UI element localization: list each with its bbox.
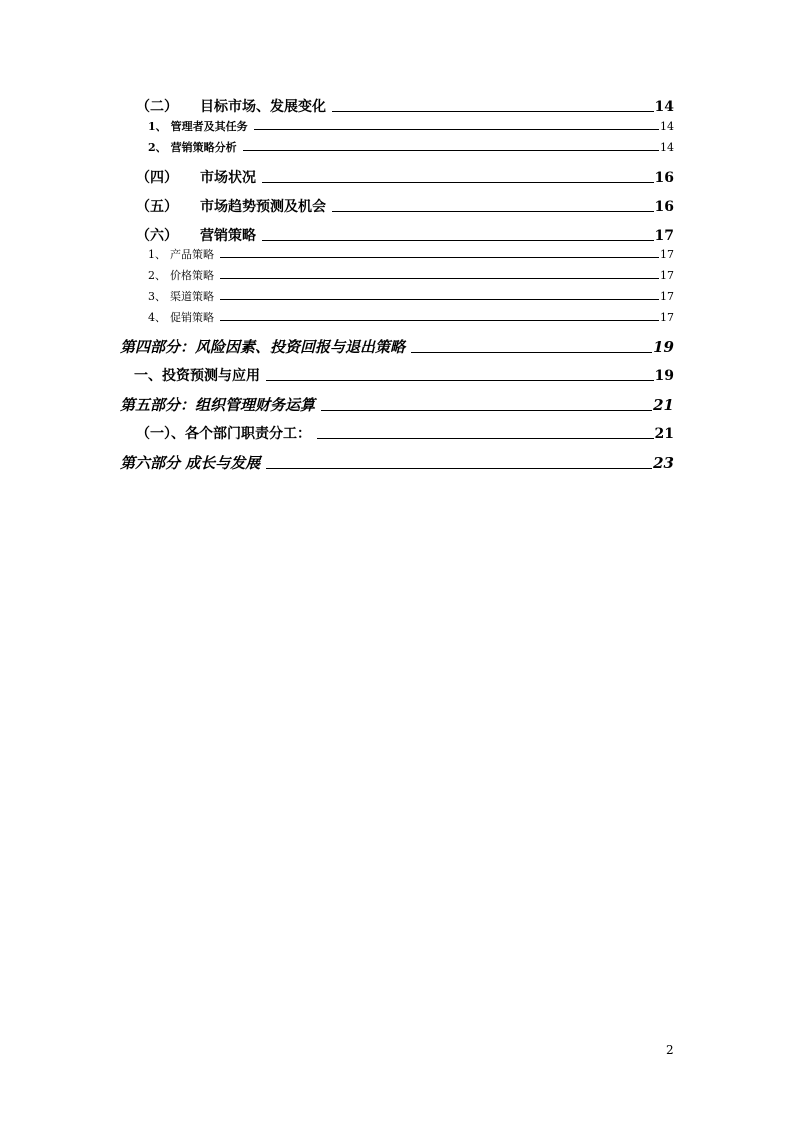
- toc-entry-product-strategy[interactable]: [148, 249, 674, 260]
- toc-entry-number: 2、: [148, 141, 167, 154]
- toc-entry-title: 第六部分 成长与发展: [120, 454, 261, 472]
- toc-entry-label: [120, 398, 315, 413]
- toc-entry-managers-tasks[interactable]: [148, 121, 674, 132]
- toc-entry-title: 市场趋势预测及机会: [200, 199, 326, 215]
- toc-page-number: 14: [660, 120, 674, 133]
- toc-entry-title: 目标市场、发展变化: [200, 99, 326, 115]
- toc-entry-investment-forecast[interactable]: [134, 369, 674, 383]
- toc-page-number: 17: [660, 311, 674, 324]
- toc-leader-line: [220, 257, 659, 258]
- toc-page-number: 17: [660, 290, 674, 303]
- toc-entry-label: [120, 456, 260, 471]
- toc-leader-line: [220, 320, 659, 321]
- toc-leader-line: [332, 111, 654, 112]
- toc-entry-promotion-strategy[interactable]: [148, 312, 674, 323]
- toc-entry-number: 1、: [148, 120, 167, 133]
- toc-page-number: 14: [654, 99, 674, 115]
- toc-entry-channel-strategy[interactable]: [148, 291, 674, 302]
- toc-leader-line: [411, 352, 652, 353]
- toc-entry-label: [148, 121, 248, 132]
- toc-entry-part-four[interactable]: [120, 340, 674, 355]
- toc-entry-title: （一）、各个部门职责分工：: [136, 426, 311, 442]
- toc-entry-label: [136, 200, 326, 214]
- toc-entry-number: （四）: [136, 170, 178, 186]
- toc-entry-title: 价格策略: [170, 269, 214, 282]
- toc-page-number: 17: [660, 248, 674, 261]
- toc-entry-number: 1、: [148, 248, 166, 261]
- toc-page-number: 19: [654, 368, 674, 384]
- toc-leader-line: [262, 182, 654, 183]
- toc-page-number: 16: [654, 199, 674, 215]
- toc-entry-number: 4、: [148, 311, 166, 324]
- toc-entry-number: （五）: [136, 199, 178, 215]
- toc-page-number: 21: [654, 426, 674, 442]
- toc-entry-title: 营销策略: [200, 228, 256, 244]
- toc-entry-number: （六）: [136, 228, 178, 244]
- toc-entry-number: （二）: [136, 99, 178, 115]
- toc-leader-line: [220, 299, 659, 300]
- toc-leader-line: [254, 129, 659, 130]
- toc-entry-title: 渠道策略: [170, 290, 214, 303]
- toc-leader-line: [243, 150, 659, 151]
- toc-entry-marketing-analysis[interactable]: [148, 142, 674, 153]
- toc-entry-title: 第五部分：组织管理财务运算: [120, 396, 316, 414]
- toc-entry-market-trends[interactable]: [136, 200, 674, 214]
- toc-entry-title: 市场状况: [200, 170, 256, 186]
- toc-page-number: 17: [660, 269, 674, 282]
- toc-entry-label: [148, 291, 214, 302]
- toc-entry-part-five[interactable]: [120, 398, 674, 413]
- toc-entry-title: 一、投资预测与应用: [134, 368, 260, 384]
- toc-entry-label: [136, 427, 311, 441]
- toc-leader-line: [262, 240, 654, 241]
- toc-entry-label: [148, 312, 214, 323]
- toc-entry-title: 第四部分：风险因素、投资回报与退出策略: [120, 338, 406, 356]
- toc-entry-department-duties[interactable]: [136, 427, 674, 441]
- toc-entry-market-status[interactable]: [136, 171, 674, 185]
- toc-entry-title: 营销策略分析: [170, 141, 237, 154]
- toc-page-number: 19: [653, 338, 674, 356]
- toc-entry-price-strategy[interactable]: [148, 270, 674, 281]
- toc-page-number: 16: [654, 170, 674, 186]
- toc-leader-line: [220, 278, 659, 279]
- toc-leader-line: [266, 380, 654, 381]
- toc-entry-number: 2、: [148, 269, 166, 282]
- toc-entry-title: 管理者及其任务: [170, 120, 248, 133]
- toc-entry-label: [148, 270, 214, 281]
- toc-entry-target-market[interactable]: [136, 100, 674, 114]
- toc-leader-line: [266, 468, 652, 469]
- toc-entry-marketing-strategy[interactable]: [136, 229, 674, 243]
- footer-page-number: 2: [666, 1043, 674, 1057]
- toc-leader-line: [317, 438, 654, 439]
- toc-leader-line: [332, 211, 654, 212]
- toc-entry-label: [120, 340, 405, 355]
- toc-entry-label: [148, 249, 214, 260]
- toc-entry-title: 促销策略: [170, 311, 214, 324]
- toc-page-number: 17: [654, 228, 674, 244]
- toc-page-number: 14: [660, 141, 674, 154]
- toc-entry-label: [136, 229, 256, 243]
- toc-page-number: 21: [653, 396, 674, 414]
- toc-entry-part-six[interactable]: [120, 456, 674, 471]
- toc-entry-number: 3、: [148, 290, 166, 303]
- toc-page-number: 23: [653, 454, 674, 472]
- toc-entry-label: [148, 142, 237, 153]
- toc-entry-label: [134, 369, 260, 383]
- toc-entry-label: [136, 171, 256, 185]
- toc-leader-line: [321, 410, 652, 411]
- toc-entry-label: [136, 100, 326, 114]
- toc-entry-title: 产品策略: [170, 248, 214, 261]
